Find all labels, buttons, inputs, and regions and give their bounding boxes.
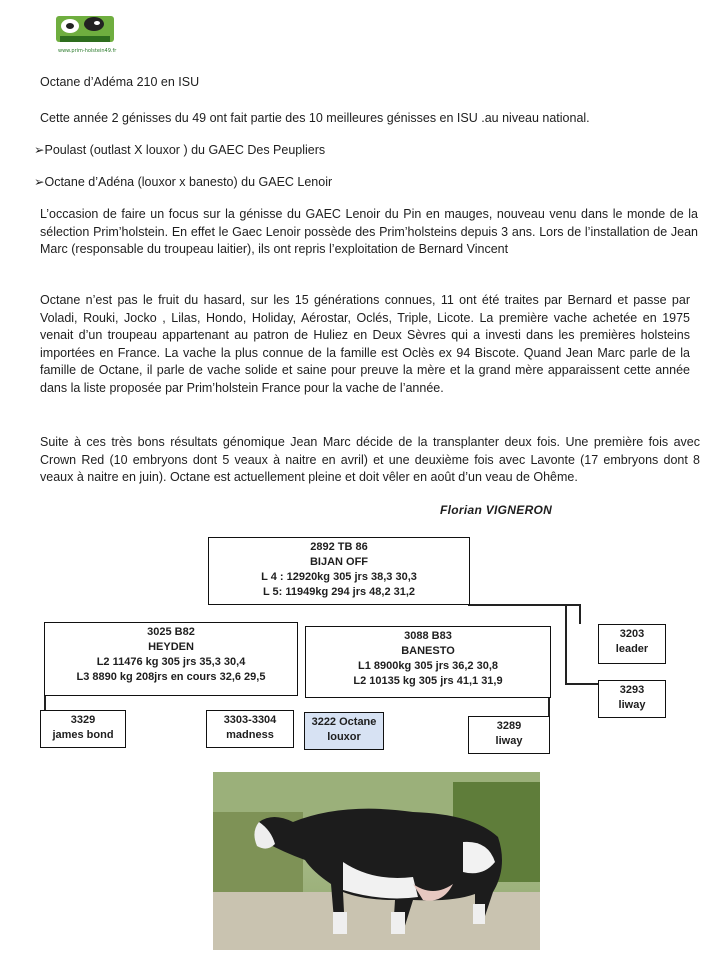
bullet-text: Poulast (outlast X louxor ) du GAEC Des Peupliers bbox=[44, 143, 326, 157]
connector bbox=[565, 683, 599, 685]
pedigree-liway-child: 3289 liway bbox=[468, 716, 550, 754]
pedigree-james-bond: 3329 james bond bbox=[40, 710, 126, 748]
paragraph: Suite à ces très bons résultats génomique Jean Marc décide de la transplanter deux fois. Une première fois avec Crown Red (10 embryons dont 5 veaux à naitre en avril) et une deuxième fois avec Lavonte (17 embryons dont 8 veaux à naitre en juin). Octane est actuellement pleine et doit vêler en août d’un veau de Ohême. bbox=[40, 435, 700, 484]
connector bbox=[548, 698, 550, 718]
pedigree-leader: 3203 leader bbox=[598, 624, 666, 664]
bullet-item bbox=[34, 142, 325, 159]
holstein-cow-photo bbox=[213, 772, 540, 950]
pedigree-root-bijan: 2892 TB 86 BIJAN OFF L 4 : 12920kg 305 jrs 38,3 30,3 L 5: 11949kg 294 jrs 48,2 31,2 bbox=[208, 537, 470, 605]
pedigree-liway-side: 3293 liway bbox=[598, 680, 666, 718]
pedigree-heyden: 3025 B82 HEYDEN L2 11476 kg 305 jrs 35,3 30,4 L3 8890 kg 208jrs en cours 32,6 29,5 bbox=[44, 622, 298, 696]
pedigree-madness: 3303-3304 madness bbox=[206, 710, 294, 748]
pedigree-banesto: 3088 B83 BANESTO L1 8900kg 305 jrs 36,2 30,8 L2 10135 kg 305 jrs 41,1 31,9 bbox=[305, 626, 551, 698]
connector bbox=[44, 696, 46, 710]
connector bbox=[468, 604, 580, 606]
paragraph: Octane n’est pas le fruit du hasard, sur les 15 générations connues, 11 ont été traites par Bernard et passe par Voladi, Rouki, Jocko , Lilas, Hondo, Holiday, Aérostar, Oclés, Triple, Licote. La première vache achetée en 1975 venait d’un troupeau appartenant au patron de Huliez en Deux Sèvres qui a investi dans les premières holsteins importées en France. La vache la plus connue de la famille est Oclès ex 94 Biscote. Quand Jean Marc parle de la famille de Octane, il parle de vache solide et saine pour preuve la mère et la grand mère apparaissent cette année dans la liste proposée par Prim’holstein France pour la vache de l’année. bbox=[40, 293, 690, 395]
logo-url: www.prim-holstein49.fr bbox=[58, 48, 117, 54]
bullet-arrow-icon: ➢ bbox=[34, 143, 45, 157]
connector bbox=[579, 604, 581, 624]
intro-text: Cette année 2 génisses du 49 ont fait partie des 10 meilleures génisses en ISU .au niveau national. bbox=[40, 111, 590, 125]
author-signature: Florian VIGNERON bbox=[440, 503, 553, 517]
article-title: Octane d’Adéma 210 en ISU bbox=[40, 75, 200, 89]
bullet-arrow-icon: ➢ bbox=[34, 175, 45, 189]
pedigree-octane: 3222 Octane louxor bbox=[304, 712, 384, 750]
connector bbox=[565, 604, 567, 684]
bullet-item bbox=[34, 174, 332, 191]
bullet-text: Octane d’Adéna (louxor x banesto) du GAEC Lenoir bbox=[44, 175, 333, 189]
paragraph: L’occasion de faire un focus sur la génisse du GAEC Lenoir du Pin en mauges, nouveau venu dans le monde de la sélection Prim’holstein. En effet le Gaec Lenoir possède des Prim’holsteins depuis 3 ans. Lors de l’installation de Jean Marc (responsable du troupeau laitier), ils ont repris l’exploitation de Bernard Vincent bbox=[40, 207, 698, 256]
